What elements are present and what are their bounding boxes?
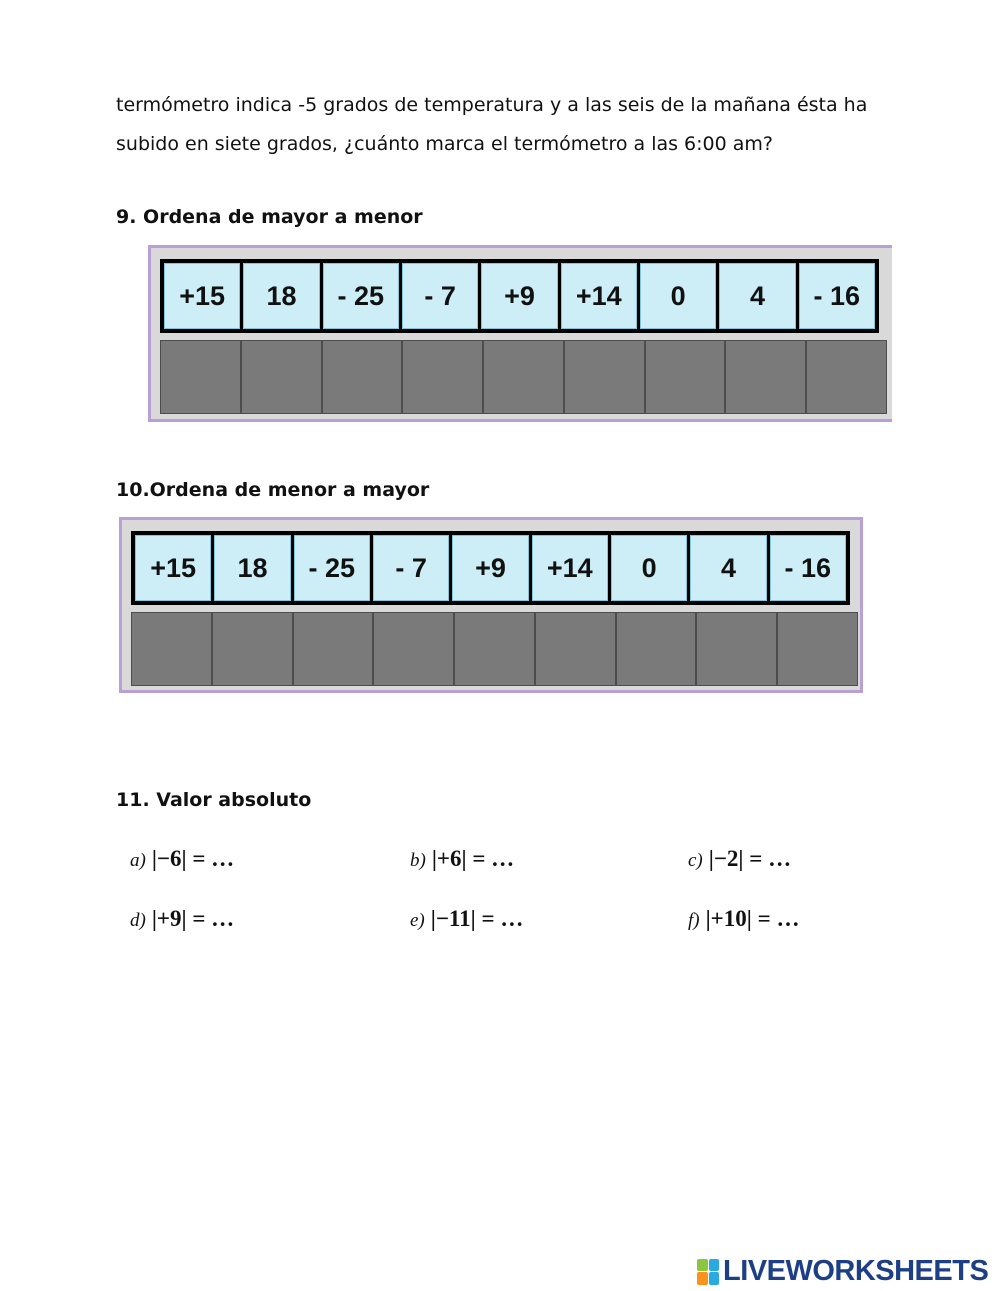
drop-slots-row [160, 340, 887, 414]
drop-slot[interactable] [483, 340, 564, 414]
brand-name: LIVEWORKSHEETS [723, 1255, 989, 1287]
abs-item-d [130, 906, 234, 932]
item-letter: b) [410, 850, 426, 871]
draggable-number[interactable]: 0 [640, 263, 716, 329]
drop-slot[interactable] [725, 340, 806, 414]
question-9-title: 9. Ordena de mayor a menor [116, 206, 423, 228]
abs-item-b [410, 846, 514, 872]
item-letter: e) [410, 910, 425, 931]
problem-line-1: termómetro indica -5 grados de temperatura y a las seis de la mañana ésta ha [116, 94, 868, 116]
drop-slot[interactable] [160, 340, 241, 414]
drop-slot[interactable] [696, 612, 777, 686]
draggable-number[interactable]: 18 [214, 535, 290, 601]
order-exercise-9 [148, 245, 892, 422]
order-exercise-10 [119, 517, 863, 693]
abs-item-a [130, 846, 234, 872]
item-expression[interactable]: |+6| = … [431, 846, 515, 871]
problem-text [116, 86, 916, 164]
absolute-value-exercises [130, 838, 910, 958]
drop-slot[interactable] [402, 340, 483, 414]
abs-item-f [688, 906, 799, 932]
draggable-number[interactable]: 18 [243, 263, 319, 329]
draggable-number[interactable]: - 25 [323, 263, 399, 329]
draggable-number[interactable]: +15 [135, 535, 211, 601]
item-expression[interactable]: |−6| = … [151, 846, 235, 871]
draggable-number[interactable]: +14 [532, 535, 608, 601]
question-11-title: 11. Valor absoluto [116, 789, 312, 811]
drop-slot[interactable] [241, 340, 322, 414]
abs-item-c [688, 846, 791, 872]
item-letter: a) [130, 850, 146, 871]
drop-slot[interactable] [535, 612, 616, 686]
question-10-title: 10.Ordena de menor a mayor [116, 479, 430, 501]
draggable-number[interactable]: - 16 [799, 263, 875, 329]
problem-line-2: subido en siete grados, ¿cuánto marca el termómetro a las 6:00 am? [116, 133, 773, 155]
drop-slot[interactable] [212, 612, 293, 686]
draggable-number[interactable]: 4 [719, 263, 795, 329]
logo-mark-icon [697, 1259, 719, 1285]
drop-slot[interactable] [806, 340, 887, 414]
item-expression[interactable]: |−11| = … [430, 906, 524, 931]
drop-slot[interactable] [373, 612, 454, 686]
abs-item-e [410, 906, 523, 932]
item-expression[interactable]: |+10| = … [705, 906, 800, 931]
draggable-numbers-row [160, 259, 879, 333]
item-expression[interactable]: |−2| = … [708, 846, 792, 871]
item-letter: c) [688, 850, 703, 871]
drop-slot[interactable] [322, 340, 403, 414]
drop-slot[interactable] [564, 340, 645, 414]
draggable-number[interactable]: 0 [611, 535, 687, 601]
liveworksheets-logo [697, 1255, 988, 1288]
drop-slots-row [131, 612, 858, 686]
draggable-number[interactable]: +9 [481, 263, 557, 329]
draggable-number[interactable]: - 16 [770, 535, 846, 601]
draggable-number[interactable]: 4 [690, 535, 766, 601]
draggable-number[interactable]: - 7 [402, 263, 478, 329]
draggable-number[interactable]: - 25 [294, 535, 370, 601]
draggable-number[interactable]: - 7 [373, 535, 449, 601]
draggable-number[interactable]: +14 [561, 263, 637, 329]
draggable-number[interactable]: +9 [452, 535, 528, 601]
drop-slot[interactable] [616, 612, 697, 686]
draggable-numbers-row [131, 531, 850, 605]
drop-slot[interactable] [293, 612, 374, 686]
item-letter: f) [688, 910, 700, 931]
drop-slot[interactable] [454, 612, 535, 686]
drop-slot[interactable] [777, 612, 858, 686]
drop-slot[interactable] [131, 612, 212, 686]
draggable-number[interactable]: +15 [164, 263, 240, 329]
drop-slot[interactable] [645, 340, 726, 414]
item-expression[interactable]: |+9| = … [151, 906, 235, 931]
item-letter: d) [130, 910, 146, 931]
